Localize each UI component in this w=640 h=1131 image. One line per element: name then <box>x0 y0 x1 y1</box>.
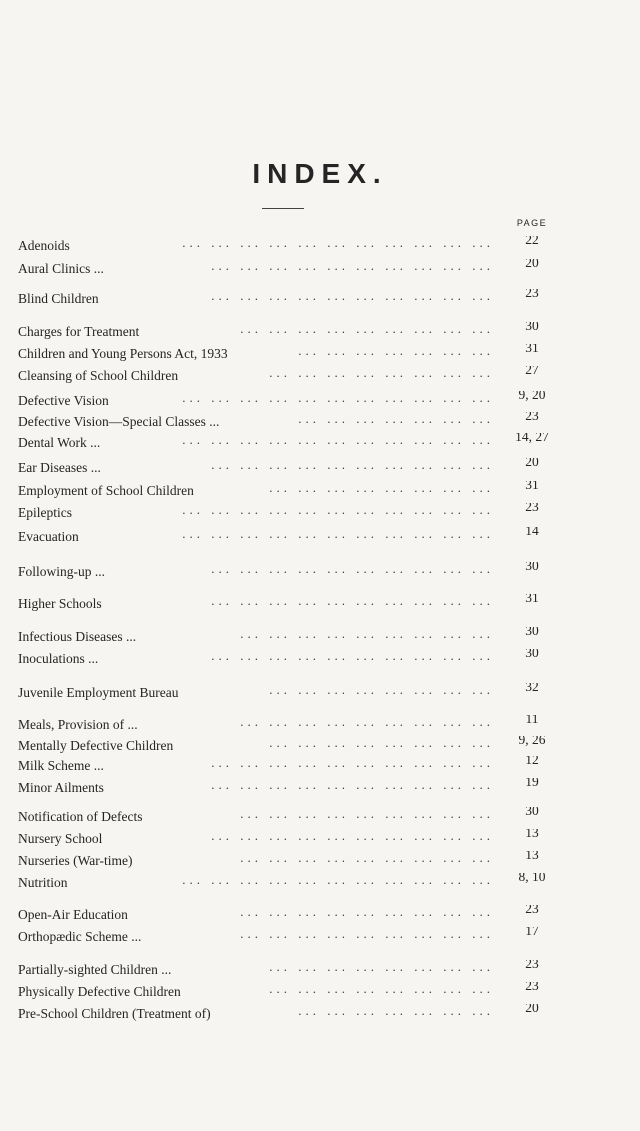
index-entry <box>18 627 560 647</box>
index-entry <box>18 736 560 756</box>
index-entry <box>18 289 560 309</box>
leader-dots: ... ... ... ... ... ... ... ... ... ... <box>211 594 494 608</box>
index-entry-label: Charges for Treatment <box>18 324 140 339</box>
index-entry-page: 31 <box>525 594 539 605</box>
leader-dots: ... ... ... ... ... ... ... ... <box>269 683 494 697</box>
index-entry <box>18 562 560 582</box>
index-entry <box>18 756 560 776</box>
leader-dots: ... ... ... ... ... ... ... ... ... <box>240 927 494 941</box>
index-entry <box>18 1004 560 1024</box>
index-entry-page: 8, 10 <box>518 873 546 884</box>
index-entry <box>18 829 560 849</box>
leader-dots: ... ... ... ... ... ... ... ... ... <box>240 322 494 336</box>
index-entry <box>18 594 560 614</box>
index-entry-page: 32 <box>525 683 539 694</box>
leader-dots: ... ... ... ... ... ... ... ... ... ... <box>211 289 494 303</box>
index-entry-label: Children and Young Persons Act, 1933 <box>18 346 228 361</box>
index-entry-page: 14 <box>525 527 539 538</box>
index-entry <box>18 960 560 980</box>
index-entry-page: 14, 27 <box>515 433 549 444</box>
leader-dots: ... ... ... ... ... ... ... ... ... <box>240 905 494 919</box>
index-entry-label: Pre-School Children (Treatment of) <box>18 1006 211 1021</box>
index-entry-page: 9, 20 <box>518 391 546 402</box>
leader-dots: ... ... ... ... ... ... ... <box>298 412 494 426</box>
index-entry-label: Defective Vision—Special Classes ... <box>18 414 220 429</box>
index-entry-label: Cleansing of School Children <box>18 368 179 383</box>
index-entry-label: Blind Children <box>18 291 99 306</box>
index-entry-label: Nursery School <box>18 831 103 846</box>
index-entry-page: 31 <box>525 481 539 492</box>
leader-dots: ... ... ... ... ... ... ... ... ... ... <box>211 259 494 273</box>
leader-dots: ... ... ... ... ... ... ... ... <box>269 960 494 974</box>
index-entry-label: Juvenile Employment Bureau <box>18 685 179 700</box>
index-title: INDEX. <box>252 158 388 189</box>
index-entry-label: Minor Ailments <box>18 780 104 795</box>
leader-dots: ... ... ... ... ... ... ... ... ... ... <box>211 778 494 792</box>
leader-dots: ... ... ... ... ... ... ... ... ... ... ... <box>182 873 494 887</box>
index-entry-label: Infectious Diseases ... <box>18 629 137 644</box>
index-entry-page: 20 <box>525 259 539 270</box>
index-entry-page: 13 <box>525 829 539 840</box>
index-entry-page: 23 <box>525 503 539 514</box>
leader-dots: ... ... ... ... ... ... ... ... ... <box>240 715 494 729</box>
leader-dots: ... ... ... ... ... ... ... ... ... ... <box>211 829 494 843</box>
leader-dots: ... ... ... ... ... ... ... ... <box>269 982 494 996</box>
index-entry <box>18 527 560 547</box>
index-entry <box>18 649 560 669</box>
index-entry <box>18 412 560 432</box>
index-entry-label: Meals, Provision of ... <box>18 717 138 732</box>
index-entry-page: 11 <box>525 715 539 726</box>
index-entry-label: Nutrition <box>18 875 68 890</box>
index-entry <box>18 344 560 364</box>
leader-dots: ... ... ... ... ... ... ... ... ... ... <box>211 649 494 663</box>
leader-dots: ... ... ... ... ... ... ... <box>298 344 494 358</box>
index-entry-label: Milk Scheme ... <box>18 758 104 773</box>
index-entry <box>18 807 560 827</box>
index-entry <box>18 259 560 279</box>
index-entry-page: 23 <box>525 905 539 916</box>
leader-dots: ... ... ... ... ... ... ... ... ... ... <box>211 458 494 472</box>
index-entry-label: Dental Work ... <box>18 435 101 450</box>
index-entry-label: Open-Air Education <box>18 907 128 922</box>
index-entry-label: Inoculations ... <box>18 651 99 666</box>
leader-dots: ... ... ... ... ... ... ... ... ... ... <box>211 562 494 576</box>
index-entry <box>18 982 560 1002</box>
index-entry-page: 12 <box>525 756 539 767</box>
index-entry-page: 30 <box>525 627 539 638</box>
index-entry-page: 17 <box>525 927 539 938</box>
leader-dots: ... ... ... ... ... ... ... ... <box>269 481 494 495</box>
index-entry <box>18 481 560 501</box>
index-entry <box>18 236 560 256</box>
index-entry <box>18 851 560 871</box>
index-entry-page: 31 <box>525 344 539 355</box>
index-entry <box>18 873 560 893</box>
index-entry-page: 23 <box>525 412 539 423</box>
leader-dots: ... ... ... ... ... ... ... ... ... ... ... <box>182 503 494 517</box>
index-entry-label: Employment of School Children <box>18 483 194 498</box>
index-entry <box>18 778 560 798</box>
index-entry-page: 20 <box>525 458 539 469</box>
index-entry-page: 20 <box>525 1004 539 1015</box>
index-entry <box>18 366 560 386</box>
page-column-header: PAGE <box>516 218 548 228</box>
leader-dots: ... ... ... ... ... ... ... ... <box>269 366 494 380</box>
index-entry-label: Notification of Defects <box>18 809 143 824</box>
index-entry <box>18 433 560 453</box>
index-entry <box>18 322 560 342</box>
index-entry-label: Higher Schools <box>18 596 102 611</box>
index-entry-page: 13 <box>525 851 539 862</box>
index-entry-page: 19 <box>525 778 539 789</box>
leader-dots: ... ... ... ... ... ... ... ... ... ... <box>211 756 494 770</box>
index-entry-label: Evacuation <box>18 529 79 544</box>
index-entry-label: Nurseries (War-time) <box>18 853 133 868</box>
leader-dots: ... ... ... ... ... ... ... ... ... ... ... <box>182 527 494 541</box>
index-entry-page: 27 <box>525 366 539 377</box>
index-entry-page: 22 <box>525 236 539 247</box>
leader-dots: ... ... ... ... ... ... ... ... ... ... ... <box>182 236 494 250</box>
index-entry-label: Orthopædic Scheme ... <box>18 929 142 944</box>
index-entry-label: Defective Vision <box>18 393 109 408</box>
index-entry-page: 30 <box>525 322 539 333</box>
index-entry-label: Aural Clinics ... <box>18 261 104 276</box>
index-entry-label: Following-up ... <box>18 564 106 579</box>
index-entry <box>18 905 560 925</box>
index-entry <box>18 683 560 703</box>
index-entry-label: Physically Defective Children <box>18 984 181 999</box>
index-entry <box>18 503 560 523</box>
index-entry-page: 23 <box>525 289 539 300</box>
leader-dots: ... ... ... ... ... ... ... ... ... ... ... <box>182 391 494 405</box>
index-entry-page: 30 <box>525 649 539 660</box>
leader-dots: ... ... ... ... ... ... ... ... ... <box>240 807 494 821</box>
index-entry-label: Ear Diseases ... <box>18 460 101 475</box>
index-entry-label: Epileptics <box>18 505 72 520</box>
index-entry-label: Adenoids <box>18 238 70 253</box>
index-entry-label: Partially-sighted Children ... <box>18 962 172 977</box>
index-entry-page: 23 <box>525 960 539 971</box>
index-entry-page: 23 <box>525 982 539 993</box>
index-entry-page: 9, 26 <box>518 736 546 747</box>
title-rule <box>262 208 304 209</box>
index-entry-page: 30 <box>525 562 539 573</box>
index-entry <box>18 715 560 735</box>
index-entry <box>18 927 560 947</box>
index-entry-label: Mentally Defective Children <box>18 738 174 753</box>
index-entry <box>18 458 560 478</box>
index-entry <box>18 391 560 411</box>
leader-dots: ... ... ... ... ... ... ... ... ... <box>240 627 494 641</box>
leader-dots: ... ... ... ... ... ... ... <box>298 1004 494 1018</box>
leader-dots: ... ... ... ... ... ... ... ... <box>269 736 494 750</box>
index-entry-page: 30 <box>525 807 539 818</box>
leader-dots: ... ... ... ... ... ... ... ... ... <box>240 851 494 865</box>
leader-dots: ... ... ... ... ... ... ... ... ... ... ... <box>182 433 494 447</box>
